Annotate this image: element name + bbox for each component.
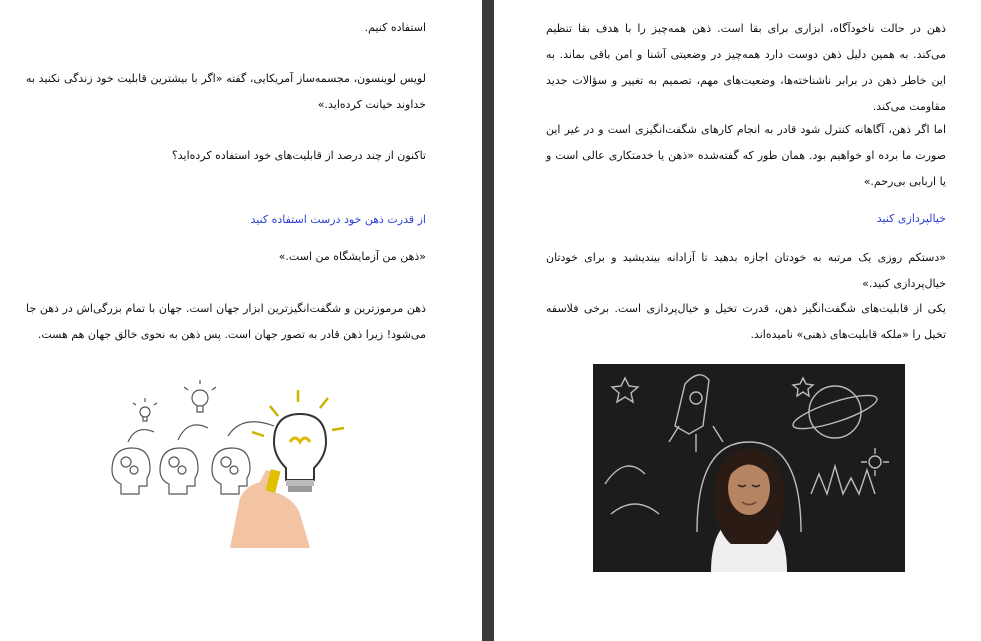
paragraph: یکی از قابلیت‌های شگفت‌انگیز ذهن، قدرت تخیل و خیال‌پردازی است. برخی فلاسفه تخیل را «ملکه قابلیت‌های ذهنی» نامیده‌اند. [546,302,946,341]
document-page-right [494,0,981,641]
quote: «دستکم روزی یک مرتبه به خودتان اجازه بدهید تا آزادانه بیندیشید و برای خودتان خیال‌پردازی کنید.» [546,251,946,290]
paragraph: ذهن مرموزترین و شگفت‌انگیزترین ابزار جهان است. جهان با تمام بزرگی‌اش در ذهن جا می‌شود! زیرا ذهن قادر به تصور جهان است. پس ذهن به نحوی خالق جهان هم هست. [26,302,426,341]
girl-chalkboard-photo [593,364,905,572]
paragraph: اما اگر ذهن، آگاهانه کنترل شود قادر به انجام کارهای شگفت‌انگیزی است و در غیر این صورت ما برده او خواهیم بود. همان طور که گفته‌شده «ذهن یا خدمتکاری عالی است و یا اربابی بی‌رحم.» [546,123,946,188]
lightbulb-ideas-illustration [100,378,370,548]
section-heading: از قدرت ذهن خود درست استفاده کنید [250,213,426,226]
section-heading: خیالپردازی کنید [876,212,946,225]
quote: «ذهن من آزمایشگاه من است.» [278,250,426,263]
page-gutter [482,0,494,641]
paragraph: ذهن در حالت ناخودآگاه، ابزاری برای بقا است. ذهن همه‌چیز را با هدف بقا تنظیم می‌کند. به همین دلیل ذهن دوست دارد همه‌چیز در وضعیتی آشنا و امن باقی بماند. به این خاطر ذهن در برابر ناشناخته‌ها، وضعیت‌های مهم، تصمیم به تغییر و سؤالات جدید مقاومت می‌کند. [546,22,946,113]
paragraph: لویس لوینسون، مجسمه‌ساز آمریکایی، گفته «اگر با بیشترین قابلیت خود زندگی نکنید به خداوند خیانت کرده‌اید.» [26,72,426,111]
document-page-left [0,0,482,641]
paragraph: تاکنون از چند درصد از قابلیت‌های خود استفاده کرده‌اید؟ [171,149,426,162]
paragraph: استفاده کنیم. [364,21,426,34]
